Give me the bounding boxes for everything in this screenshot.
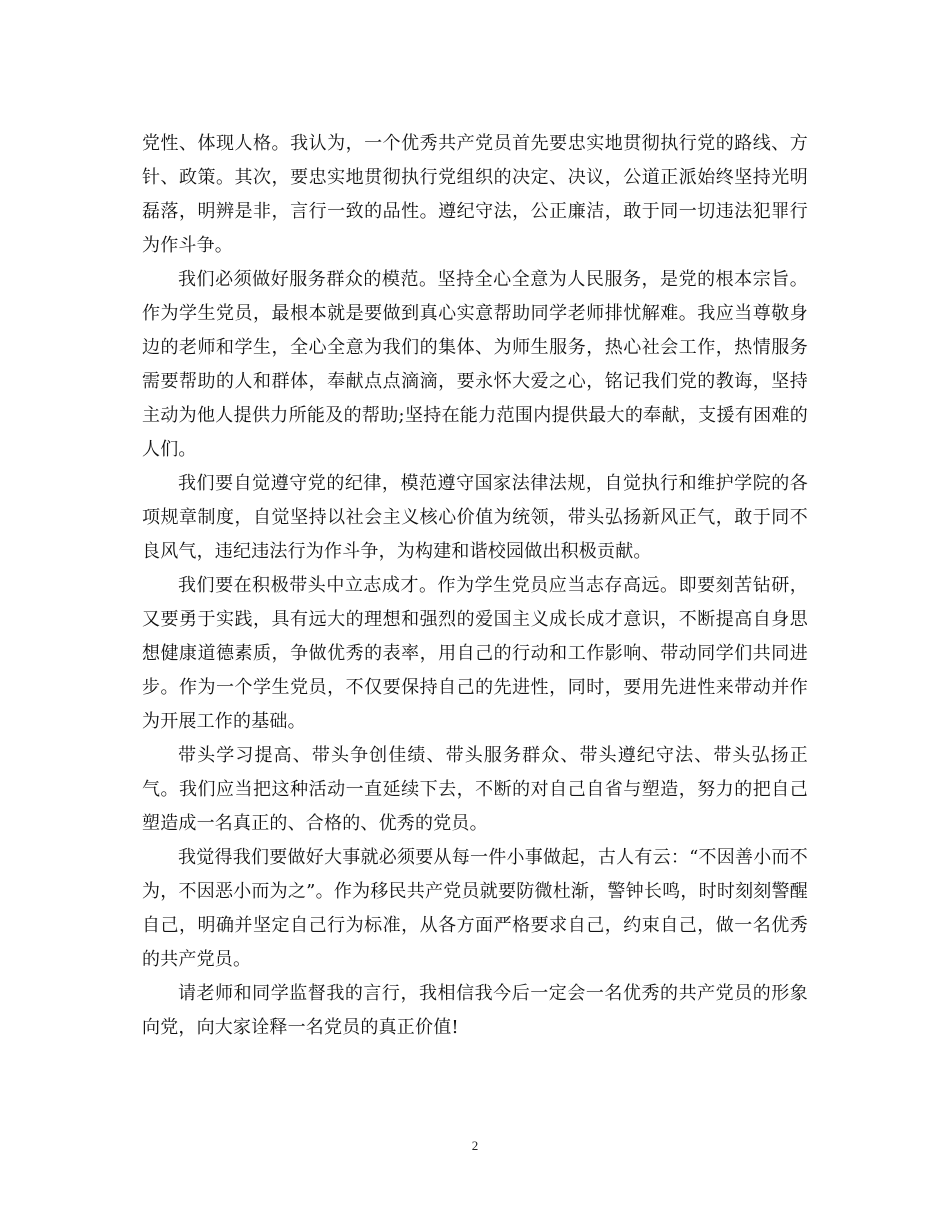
paragraph-5: 带头学习提高、带头争创佳绩、带头服务群众、带头遵纪守法、带头弘扬正气。我们应当把这种活动一直延续下去，不断的对自己自省与塑造，努力的把自己塑造成一名真正的、合格的、优秀的党员。: [142, 745, 808, 834]
page-number: 2: [471, 1138, 479, 1153]
paragraph-1: 党性、体现人格。我认为，一个优秀共产党员首先要忠实地贯彻执行党的路线、方针、政策。其次，要忠实地贯彻执行党组织的决定、决议，公道正派始终坚持光明磊落，明辨是非，言行一致的品性。遵纪守法，公正廉洁，敢于同一切违法犯罪行为作斗争。: [142, 133, 808, 256]
paragraph-6: 我觉得我们要做好大事就必须要从每一件小事做起，古人有云：“不因善小而不为，不因恶小而为之”。作为移民共产党员就要防微杜渐，警钟长鸣，时时刻刻警醒自己，明确并坚定自己行为标准，从各方面严格要求自己，约束自己，做一名优秀的共产党员。: [142, 847, 808, 970]
paragraph-3: 我们要自觉遵守党的纪律，模范遵守国家法律法规，自觉执行和维护学院的各项规章制度，自觉坚持以社会主义核心价值为统领，带头弘扬新风正气，敢于同不良风气，违纪违法行为作斗争，为构建和谐校园做出积极贡献。: [142, 473, 808, 562]
paragraph-7: 请老师和同学监督我的言行，我相信我今后一定会一名优秀的共产党员的形象向党，向大家诠释一名党员的真正价值!: [142, 983, 808, 1038]
paragraph-2: 我们必须做好服务群众的模范。坚持全心全意为人民服务，是党的根本宗旨。作为学生党员，最根本就是要做到真心实意帮助同学老师排忧解难。我应当尊敬身边的老师和学生，全心全意为我们的集体、为师生服务，热心社会工作，热情服务需要帮助的人和群体，奉献点点滴滴，要永怀大爱之心，铭记我们党的教诲，坚持主动为他人提供力所能及的帮助;坚持在能力范围内提供最大的奉献，支援有困难的人们。: [142, 269, 808, 460]
paragraph-4: 我们要在积极带头中立志成才。作为学生党员应当志存高远。即要刻苦钻研，又要勇于实践，具有远大的理想和强烈的爱国主义成长成才意识，不断提高自身思想健康道德素质，争做优秀的表率，用自己的行动和工作影响、带动同学们共同进步。作为一个学生党员，不仅要保持自己的先进性，同时，要用先进性来带动并作为开展工作的基础。: [142, 575, 808, 732]
document-body: [142, 127, 808, 1045]
